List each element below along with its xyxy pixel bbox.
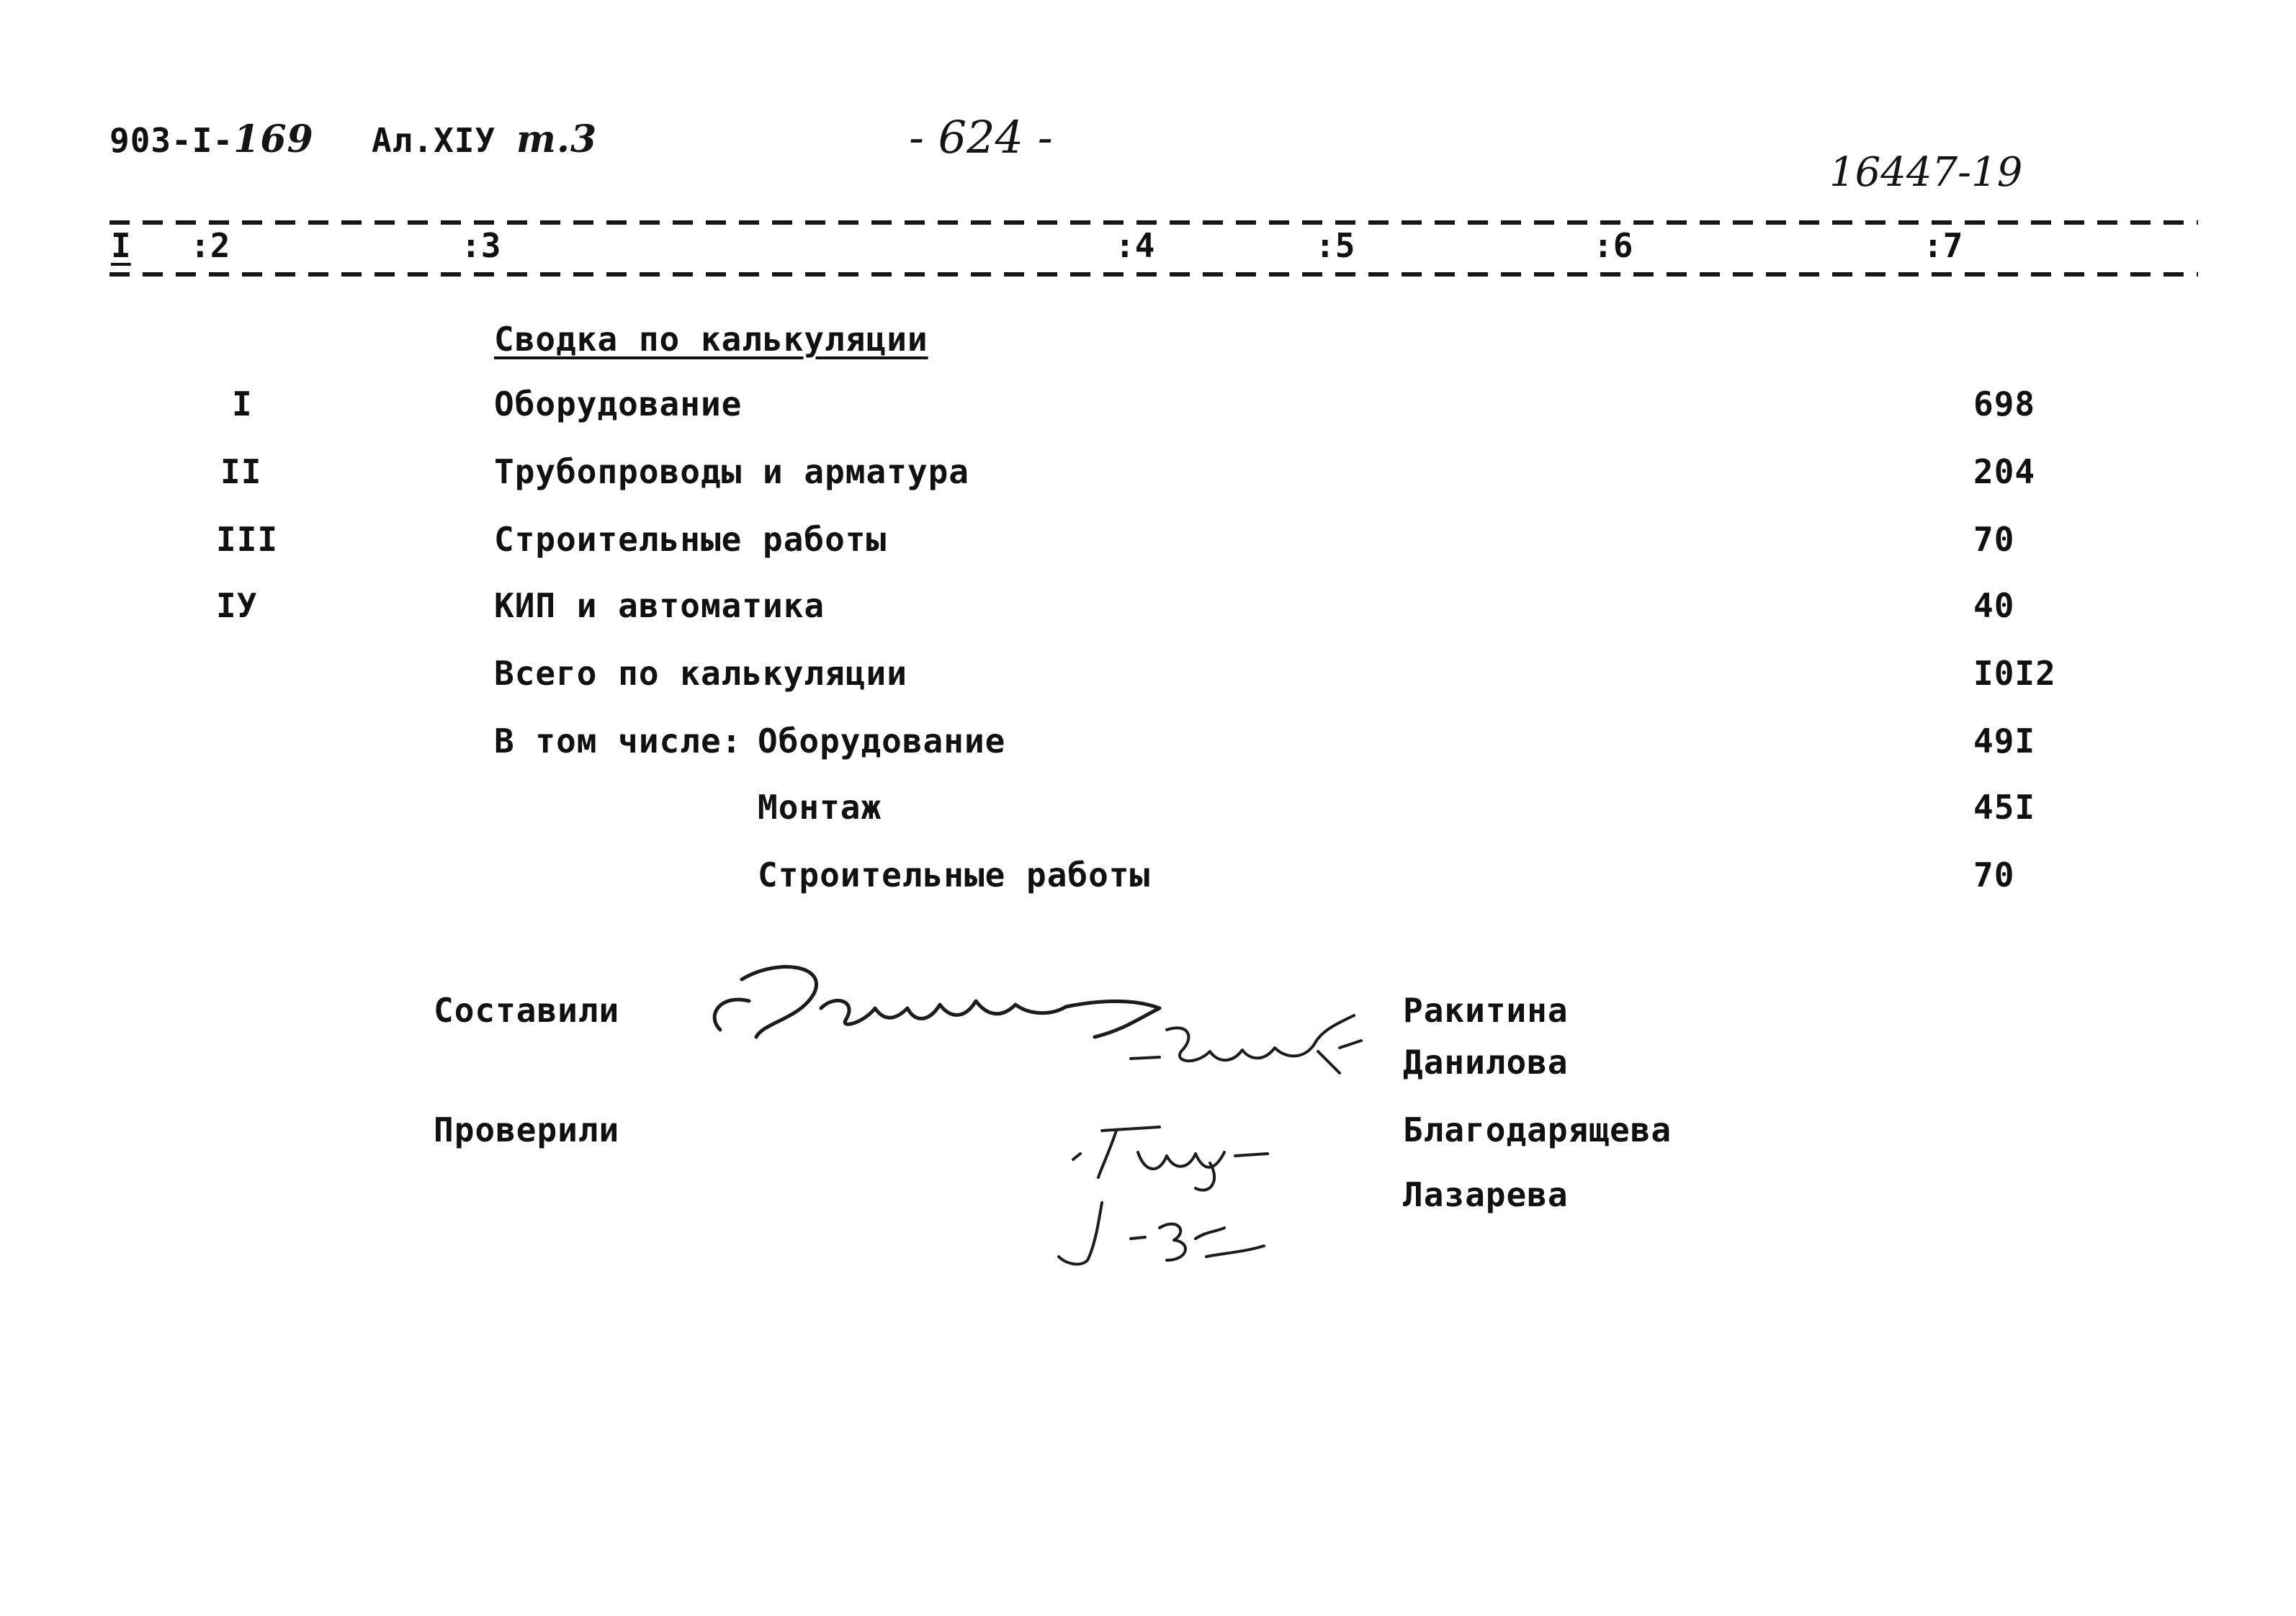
column-number-7: :7 [1920, 229, 1965, 262]
row-value: 698 [1973, 385, 2036, 423]
column-number-3: :3 [458, 229, 503, 262]
album-code [372, 117, 598, 161]
column-number-6: :6 [1590, 229, 1636, 262]
row-value: 70 [1973, 520, 2015, 559]
signatory-name: Лазарева [1403, 1175, 1569, 1214]
breakdown-value: 70 [1973, 856, 2015, 894]
column-number-2: :2 [187, 229, 233, 262]
total-label: Всего по калькуляции [494, 654, 907, 693]
row-number: IУ [216, 586, 258, 625]
series-code [109, 117, 314, 161]
checked-by-label: Проверили [434, 1110, 620, 1149]
breakdown-value: 49I [1973, 722, 2036, 760]
breakdown-label: Строительные работы [758, 856, 1151, 894]
signatory-name: Благодарящева [1403, 1110, 1672, 1149]
breakdown-label: Оборудование [758, 722, 1006, 760]
column-number-1: I [108, 229, 134, 262]
column-header-bottom-rule [109, 272, 2198, 277]
row-label: Строительные работы [494, 520, 887, 559]
summary-title: Сводка по калькуляции [494, 320, 928, 359]
including-label: В том числе: [494, 722, 743, 760]
document-number: 16447-19 [1829, 149, 2023, 196]
column-number-4: :4 [1112, 229, 1157, 262]
page-number: - 624 - [909, 111, 1053, 163]
signatory-name: Ракитина [1403, 991, 1569, 1030]
breakdown-label: Монтаж [758, 788, 882, 827]
row-label: Оборудование [494, 385, 743, 423]
series-code-handwritten: 169 [233, 117, 314, 161]
breakdown-value: 45I [1973, 788, 2036, 827]
row-number: II [220, 452, 262, 491]
row-number: I [232, 385, 253, 423]
album-part-handwritten: т.3 [516, 117, 598, 161]
row-value: 204 [1973, 452, 2036, 491]
compiled-by-label: Составили [434, 991, 620, 1030]
row-value: 40 [1973, 586, 2015, 625]
album-printed: Ал.XIУ [372, 121, 496, 160]
column-number-5: :5 [1312, 229, 1358, 262]
row-number: III [216, 520, 279, 559]
row-label: КИП и автоматика [494, 586, 825, 625]
total-value: I0I2 [1973, 654, 2056, 693]
column-header-top-rule [109, 220, 2198, 225]
series-code-printed: 903-I- [109, 121, 234, 160]
signatory-name: Данилова [1403, 1043, 1569, 1082]
row-label: Трубопроводы и арматура [494, 452, 969, 491]
